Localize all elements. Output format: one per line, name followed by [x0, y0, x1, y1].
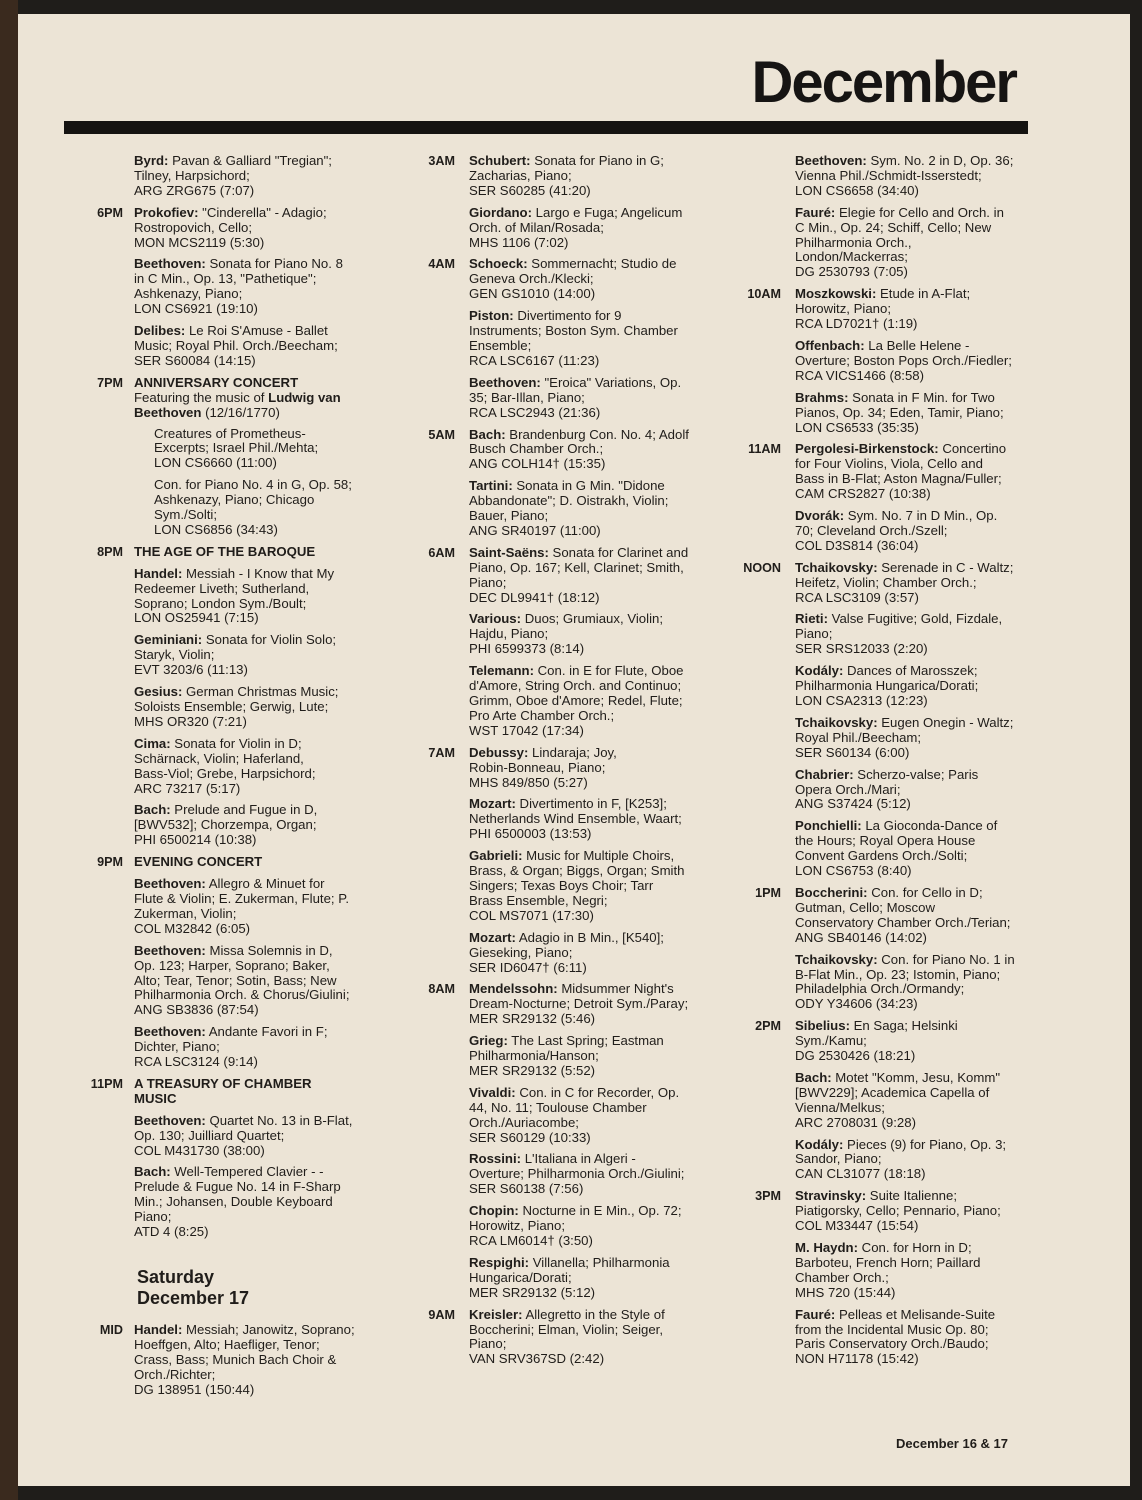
composer-name: Tchaikovsky: — [795, 559, 878, 575]
time-slot — [718, 442, 1048, 560]
slot-body — [455, 982, 717, 1307]
slot-time: 9AM — [428, 1307, 455, 1322]
slot-body — [455, 257, 717, 427]
listing-entry — [795, 1189, 1048, 1234]
slot-time — [718, 154, 781, 287]
listing-entry — [469, 612, 717, 657]
day-heading — [72, 1267, 372, 1309]
listing-details: Messiah - I Know that My Redeemer Liveth; Sutherland, Soprano; London Sym./Boult; LON OS25941 (7:15) — [134, 565, 335, 626]
slot-time: 2PM — [755, 1019, 781, 1034]
listing-details: Sonata in F Min. for Two Pianos, Op. 34; Eden, Tamir, Piano; LON CS6533 (35:35) — [795, 389, 1004, 435]
listing-details: Sonata for Violin Solo; Staryk, Violin; EVT 3203/6 (11:13) — [134, 632, 337, 678]
slot-time: MID — [99, 1323, 123, 1337]
composer-name: Mozart: — [469, 796, 516, 812]
time-slot — [72, 855, 372, 1077]
listing-entry — [469, 1256, 717, 1301]
listing-entry — [795, 1241, 1048, 1301]
slot-time: 10AM — [747, 287, 781, 302]
listing-entry — [134, 1323, 372, 1398]
listing-entry — [469, 1086, 717, 1146]
day-heading-date: December 17 — [137, 1288, 250, 1308]
listing-entry — [134, 324, 372, 369]
listing-entry — [795, 1071, 1048, 1131]
composer-name: Delibes: — [134, 323, 186, 339]
time-slot — [72, 545, 372, 855]
listing-entry — [795, 768, 1048, 813]
listing-details: Con. in C for Recorder, Op. 44, No. 11; Toulouse Chamber Orch./Auriacombe; SER S60129 (10:33) — [469, 1084, 680, 1145]
composer-name: Moszkowski: — [795, 286, 877, 302]
listing-details: Quartet No. 13 in B-Flat, Op. 130; Juilliard Quartet; COL M431730 (38:00) — [134, 1112, 353, 1158]
listing-details: Concertino for Four Violins, Viola, Cello and Bass in B-Flat; Aston Magna/Fuller; CAM CRS2827 (10:38) — [795, 441, 1007, 502]
time-slot — [718, 561, 1048, 886]
slot-body — [123, 855, 372, 1077]
composer-name: Beethoven: — [469, 374, 541, 390]
composer-name: Offenbach: — [795, 337, 865, 353]
listing-entry — [134, 877, 372, 937]
composer-name: Dvorák: — [795, 508, 845, 524]
listing-entry — [795, 391, 1048, 436]
slot-body — [455, 546, 717, 746]
listing-details: Messiah; Janowitz, Soprano; Hoeffgen, Alto; Haefliger, Tenor; Crass, Bass; Munich Bach Choir & Orch./Richter; DG 138951 (150:44) — [134, 1322, 355, 1397]
composer-name: Saint-Saëns: — [469, 544, 549, 560]
listing-entry — [795, 509, 1048, 554]
composer-name: Kodály: — [795, 1136, 844, 1152]
composer-name: Beethoven: — [134, 1024, 206, 1040]
listing-details: Suite Italienne; Piatigorsky, Cello; Pennario, Piano; COL M33447 (15:54) — [795, 1188, 1001, 1234]
composer-name: Tchaikovsky: — [795, 951, 878, 967]
composer-name: Chabrier: — [795, 766, 854, 782]
slot-body — [781, 886, 1048, 1019]
listing-details: Con. in E for Flute, Oboe d'Amore, String Orch. and Continuo; Grimm, Oboe d'Amore; Redel, Flute; Pro Arte Chamber Orch.; WST 17042 (17:34) — [469, 663, 684, 738]
time-slot — [72, 206, 372, 376]
listing-entry — [795, 819, 1048, 879]
composer-name: Grieg: — [469, 1033, 508, 1049]
composer-name: Byrd: — [134, 153, 169, 168]
slot-time: 11AM — [748, 442, 781, 457]
slot-body — [781, 561, 1048, 886]
composer-name: Vivaldi: — [469, 1084, 516, 1100]
listing-details: Prelude and Fugue in D, [BWV532]; Chorzempa, Organ; PHI 6500214 (10:38) — [134, 802, 318, 848]
composer-name: Debussy: — [469, 744, 529, 760]
slot-time: 7PM — [97, 375, 123, 390]
composer-name: Beethoven: — [134, 876, 206, 892]
listing-details: Con. for Piano No. 4 in G, Op. 58; Ashkenazy, Piano; Chicago Sym./Solti; LON CS6856 (34:43) — [154, 477, 352, 537]
listing-entry — [469, 1152, 717, 1197]
listing-entry — [795, 561, 1048, 606]
listing-details: Sonata for Violin in D; Schärnack, Violin; Haferland, Bass-Viol; Grebe, Harpsichord; ARC 73217 (5:17) — [134, 735, 316, 796]
composer-name: Kreisler: — [469, 1306, 523, 1322]
listing-entry — [134, 427, 372, 472]
time-slot — [392, 1308, 717, 1375]
composer-name: Rieti: — [795, 611, 828, 627]
listing-entry — [134, 944, 372, 1019]
composer-name: Brahms: — [795, 389, 849, 405]
listing-details: La Gioconda-Dance of the Hours; Royal Opera House Convent Gardens Orch./Solti; LON CS6753 (8:40) — [795, 818, 998, 879]
listing-entry — [134, 478, 372, 538]
composer-name: Kodály: — [795, 663, 844, 679]
listing-details: "Eroica" Variations, Op. 35; Bar-Illan, Piano; RCA LSC2943 (21:36) — [469, 374, 682, 420]
listing-details: Eugen Onegin - Waltz; Royal Phil./Beecham; SER S60134 (6:00) — [795, 714, 1014, 760]
listing-details: "Cinderella" - Adagio; Rostropovich, Cello; MON MCS2119 (5:30) — [134, 204, 327, 250]
listing-entry — [469, 849, 717, 924]
listing-entry — [134, 567, 372, 627]
column-1 — [72, 154, 372, 1405]
composer-name: Bach: — [134, 1164, 171, 1180]
composer-name: Bach: — [134, 802, 171, 818]
listing-details: La Belle Helene - Overture; Boston Pops Orch./Fiedler; RCA VICS1466 (8:58) — [795, 337, 1012, 383]
listing-entry — [795, 339, 1048, 384]
listing-details: Villanella; Philharmonia Hungarica/Dorati; MER SR29132 (5:12) — [469, 1254, 670, 1300]
column-2 — [392, 154, 717, 1374]
slot-body — [781, 1189, 1048, 1374]
time-slot — [72, 1077, 372, 1247]
listing-entry — [795, 1138, 1048, 1183]
listing-details: Divertimento for 9 Instruments; Boston Sym. Chamber Ensemble; RCA LSC6167 (11:23) — [469, 308, 678, 368]
listing-entry — [795, 206, 1048, 281]
listing-entry — [795, 154, 1048, 199]
slot-time — [72, 154, 123, 206]
listing-details: Sonata in G Min. "Didone Abbandonate"; D. Oistrakh, Violin; Bauer, Piano; ANG SR40197 (11:00) — [469, 478, 669, 538]
slot-body — [781, 442, 1048, 560]
listing-details: Etude in A-Flat; Horowitz, Piano; RCA LD7021† (1:19) — [795, 286, 971, 332]
listing-entry — [795, 953, 1048, 1013]
listing-details: Pelleas et Melisande-Suite from the Incidental Music Op. 80; Paris Conservatory Orch./Baudo; NON H71178 (15:42) — [795, 1306, 996, 1367]
listing-details: En Saga; Helsinki Sym./Kamu; DG 2530426 (18:21) — [795, 1018, 958, 1064]
listing-entry — [469, 546, 717, 606]
time-slot — [718, 287, 1048, 442]
listing-details: Motet "Komm, Jesu, Komm" [BWV229]; Academica Capella of Vienna/Melkus; ARC 2708031 (9:28) — [795, 1069, 1001, 1130]
composer-name: Rossini: — [469, 1151, 522, 1167]
composer-name: Mendelssohn: — [469, 981, 558, 997]
listing-details: Well-Tempered Clavier - - Prelude & Fugue No. 14 in F-Sharp Min.; Johansen, Double Keyboard Piano; ATD 4 (8:25) — [134, 1164, 341, 1240]
listing-details: Valse Fugitive; Gold, Fizdale, Piano; SER SRS12033 (2:20) — [795, 611, 1003, 657]
time-slot — [718, 1019, 1048, 1189]
program-title: ANNIVERSARY CONCERT — [134, 374, 299, 390]
composer-name: Telemann: — [469, 663, 534, 679]
listing-details: Sommernacht; Studio de Geneva Orch./Klecki; GEN GS1010 (14:00) — [469, 256, 677, 302]
composer-name: Giordano: — [469, 204, 533, 220]
slot-time: NOON — [743, 560, 781, 575]
composer-name: Cima: — [134, 735, 171, 751]
listing-entry — [469, 479, 717, 539]
composer-name: Chopin: — [469, 1203, 519, 1219]
listing-entry — [795, 1019, 1048, 1064]
slot-body — [123, 376, 372, 545]
composer-name: Fauré: — [795, 1306, 836, 1322]
listing-entry — [134, 803, 372, 848]
time-slot — [718, 886, 1048, 1019]
column-3 — [718, 154, 1048, 1374]
listing-details: Allegretto in the Style of Boccherini; Elman, Violin; Seiger, Piano; VAN SRV367SD (2:42) — [469, 1306, 665, 1367]
intro-text: Featuring the music of — [134, 389, 269, 405]
listing-details: Divertimento in F, [K253]; Netherlands Wind Ensemble, Waart; PHI 6500003 (13:53) — [469, 796, 682, 842]
listing-details: Lindaraja; Joy, Robin-Bonneau, Piano; MHS 849/850 (5:27) — [469, 744, 617, 790]
composer-name: Piston: — [469, 308, 514, 324]
listing-entry — [795, 442, 1048, 502]
listing-details: Dances of Marosszek; Philharmonia Hungarica/Dorati; LON CSA2313 (12:23) — [795, 663, 979, 708]
listing-details: Sonata for Clarinet and Piano, Op. 167; Kell, Clarinet; Smith, Piano; DEC DL9941† (18:12) — [469, 544, 689, 605]
slot-time: 6AM — [428, 545, 455, 560]
listing-details: Midsummer Night's Dream-Nocturne; Detroit Sym./Paray; MER SR29132 (5:46) — [469, 981, 689, 1027]
slot-body — [123, 154, 372, 206]
listing-details: Adagio in B Min., [K540]; Gieseking, Piano; SER ID6047† (6:11) — [469, 929, 664, 975]
listing-entry — [469, 309, 717, 369]
slot-body — [123, 545, 372, 855]
program-intro — [134, 391, 372, 421]
listing-details: Pavan & Galliard "Tregian"; Tilney, Harpsichord; ARG ZRG675 (7:07) — [134, 153, 332, 198]
listing-entry — [469, 746, 717, 791]
listing-entry — [795, 664, 1048, 709]
slot-body — [455, 428, 717, 546]
composer-name: Beethoven: — [134, 1112, 206, 1128]
slot-body — [123, 1323, 372, 1405]
listing-details: Pieces (9) for Piano, Op. 3; Sandor, Piano; CAN CL31077 (18:18) — [795, 1136, 1007, 1182]
listing-entry — [469, 982, 717, 1027]
time-slot — [718, 1189, 1048, 1374]
listing-entry — [469, 664, 717, 739]
time-slot — [392, 546, 717, 746]
slot-time: 3AM — [428, 154, 455, 168]
listing-details: Le Roi S'Amuse - Ballet Music; Royal Phil. Orch./Beecham; SER S60084 (14:15) — [134, 323, 338, 368]
intro-composer: Ludwig van Beethoven — [134, 389, 341, 420]
listing-entry — [795, 716, 1048, 761]
header-rule — [64, 121, 1028, 134]
slot-body — [455, 1308, 717, 1375]
composer-name: Ponchielli: — [795, 818, 862, 834]
composer-name: Bach: — [795, 1069, 832, 1085]
listing-details: Duos; Grumiaux, Violin; Hajdu, Piano; PHI 6599373 (8:14) — [469, 611, 663, 657]
listing-entry — [134, 154, 372, 199]
listing-entry — [134, 633, 372, 678]
listing-details: Music for Multiple Choirs, Brass, & Organ; Biggs, Organ; Smith Singers; Texas Boys Choir; Tarr Brass Ensemble, Negri; COL MS7071 (17:30) — [469, 848, 685, 923]
composer-name: Stravinsky: — [795, 1188, 867, 1204]
listing-entry — [469, 931, 717, 976]
listing-details: Largo e Fuga; Angelicum Orch. of Milan/Rosada; MHS 1106 (7:02) — [469, 204, 683, 250]
listing-details: Serenade in C - Waltz; Heifetz, Violin; Chamber Orch.; RCA LSC3109 (3:57) — [795, 559, 1014, 605]
listing-entry — [134, 737, 372, 797]
composer-name: Respighi: — [469, 1254, 530, 1270]
listing-details: Sonata for Piano No. 8 in C Min., Op. 13, "Pathetique"; Ashkenazy, Piano; LON CS6921 (19:10) — [134, 256, 343, 317]
time-slot — [392, 982, 717, 1307]
program-title: THE AGE OF THE BAROQUE — [134, 543, 316, 559]
listing-details: Sym. No. 2 in D, Op. 36; Vienna Phil./Schmidt-Isserstedt; LON CS6658 (34:40) — [795, 153, 1014, 198]
listing-details: Andante Favori in F; Dichter, Piano; RCA LSC3124 (9:14) — [134, 1024, 328, 1070]
composer-name: Beethoven: — [134, 942, 206, 958]
composer-name: Beethoven: — [795, 153, 867, 168]
slot-time: 1PM — [755, 885, 781, 900]
listing-entry — [469, 1034, 717, 1079]
listing-entry — [469, 206, 717, 251]
composer-name: Fauré: — [795, 204, 836, 220]
composer-name: Various: — [469, 611, 522, 627]
listing-entry — [795, 886, 1048, 946]
listing-entry — [134, 685, 372, 730]
composer-name: Gabrieli: — [469, 848, 523, 864]
composer-name: Tartini: — [469, 478, 513, 494]
slot-time: 8PM — [97, 544, 123, 559]
listing-details: Creatures of Prometheus- Excerpts; Israel Phil./Mehta; LON CS6660 (11:00) — [154, 425, 319, 471]
listing-entry — [469, 1308, 717, 1368]
listing-details: Sym. No. 7 in D Min., Op. 70; Cleveland Orch./Szell; COL D3S814 (36:04) — [795, 508, 998, 553]
listing-entry — [134, 257, 372, 317]
composer-name: Prokofiev: — [134, 204, 199, 220]
slot-time: 9PM — [97, 855, 123, 870]
time-slot — [392, 746, 717, 983]
time-slot — [718, 154, 1048, 287]
time-slot — [392, 428, 717, 546]
slot-body — [455, 154, 717, 257]
composer-name: Handel: — [134, 565, 183, 581]
day-heading-weekday: Saturday — [137, 1267, 215, 1287]
composer-name: Handel: — [134, 1322, 183, 1337]
listing-entry — [469, 257, 717, 302]
listing-details: The Last Spring; Eastman Philharmonia/Hanson; MER SR29132 (5:52) — [469, 1033, 664, 1078]
time-slot — [392, 257, 717, 427]
listing-details: L'Italiana in Algeri - Overture; Philharmonia Orch./Giulini; SER S60138 (7:56) — [469, 1151, 685, 1197]
listing-details: Brandenburg Con. No. 4; Adolf Busch Chamber Orch.; ANG COLH14† (15:35) — [469, 426, 689, 472]
composer-name: M. Haydn: — [795, 1240, 859, 1255]
listing-details: Elegie for Cello and Orch. in C Min., Op. 24; Schiff, Cello; New Philharmonia Orch., London/Mackerras; DG 2530793 (7:05) — [795, 204, 1004, 280]
composer-name: Tchaikovsky: — [795, 714, 878, 730]
program-title: EVENING CONCERT — [134, 854, 263, 870]
slot-body — [123, 1077, 372, 1247]
slot-body — [781, 154, 1048, 287]
listing-entry — [469, 797, 717, 842]
listing-details: Con. for Cello in D; Gutman, Cello; Moscow Conservatory Chamber Orch./Terian; ANG SB40146 (14:02) — [795, 884, 1011, 945]
composer-name: Mozart: — [469, 929, 516, 945]
time-slot — [392, 154, 717, 257]
listing-details: German Christmas Music; Soloists Ensemble; Gerwig, Lute; MHS OR320 (7:21) — [134, 684, 339, 729]
slot-time: 3PM — [755, 1189, 781, 1204]
composer-name: Schoeck: — [469, 256, 528, 272]
listing-details: Con. for Horn in D; Barboteu, French Horn; Paillard Chamber Orch.; MHS 720 (15:44) — [795, 1240, 981, 1300]
listing-entry — [469, 376, 717, 421]
listing-entry — [469, 1204, 717, 1249]
listing-entry — [134, 206, 372, 251]
slot-body — [781, 287, 1048, 442]
listing-entry — [795, 1308, 1048, 1368]
listing-details: Scherzo-valse; Paris Opera Orch./Mari; ANG S37424 (5:12) — [795, 766, 979, 812]
composer-name: Boccherini: — [795, 884, 868, 900]
time-slot — [72, 154, 372, 206]
composer-name: Gesius: — [134, 684, 183, 700]
slot-time: 11PM — [90, 1076, 123, 1091]
composer-name: Beethoven: — [134, 256, 206, 272]
slot-body — [123, 206, 372, 376]
slot-time: 7AM — [428, 745, 455, 760]
listing-entry — [134, 1114, 372, 1159]
composer-name: Pergolesi-Birkenstock: — [795, 441, 939, 457]
composer-name: Bach: — [469, 426, 506, 442]
listing-entry — [469, 154, 717, 199]
listing-entry — [795, 287, 1048, 332]
composer-name: Sibelius: — [795, 1018, 850, 1034]
listing-details: Sonata for Piano in G; Zacharias, Piano; SER S60285 (41:20) — [469, 153, 664, 198]
binding-spine — [0, 0, 18, 1500]
listing-details: Allegro & Minuet for Flute & Violin; E. Zukerman, Flute; P. Zukerman, Violin; COL M32842 (6:05) — [134, 876, 350, 936]
listing-details: Missa Solemnis in D, Op. 123; Harper, Soprano; Baker, Alto; Tear, Tenor; Sotin, Bass; New Philharmonia Orch. & Chorus/Giulini; ANG SB3836 (87:54) — [134, 942, 350, 1018]
listing-details: Nocturne in E Min., Op. 72; Horowitz, Piano; RCA LM6014† (3:50) — [469, 1203, 682, 1248]
slot-body — [455, 746, 717, 983]
listing-details: Con. for Piano No. 1 in B-Flat Min., Op. 23; Istomin, Piano; Philadelphia Orch./Ormandy; ODY Y34606 (34:23) — [795, 951, 1015, 1012]
slot-time: 5AM — [428, 427, 455, 442]
footer-dates: December 16 & 17 — [896, 1436, 1009, 1451]
listing-entry — [469, 428, 717, 473]
slot-time: 8AM — [428, 982, 455, 997]
month-heading: December — [751, 50, 1016, 115]
listing-entry — [134, 1165, 372, 1240]
magazine-page — [18, 14, 1130, 1486]
composer-name: Schubert: — [469, 153, 531, 168]
slot-time: 4AM — [428, 257, 455, 272]
slot-body — [781, 1019, 1048, 1189]
listing-entry — [795, 612, 1048, 657]
time-slot — [72, 376, 372, 545]
listing-entry — [134, 1025, 372, 1070]
composer-name: Geminiani: — [134, 632, 203, 648]
slot-time: 6PM — [97, 205, 123, 220]
intro-date: (12/16/1770) — [201, 404, 280, 420]
time-slot — [72, 1323, 372, 1405]
program-title: A TREASURY OF CHAMBER MUSIC — [134, 1075, 312, 1106]
